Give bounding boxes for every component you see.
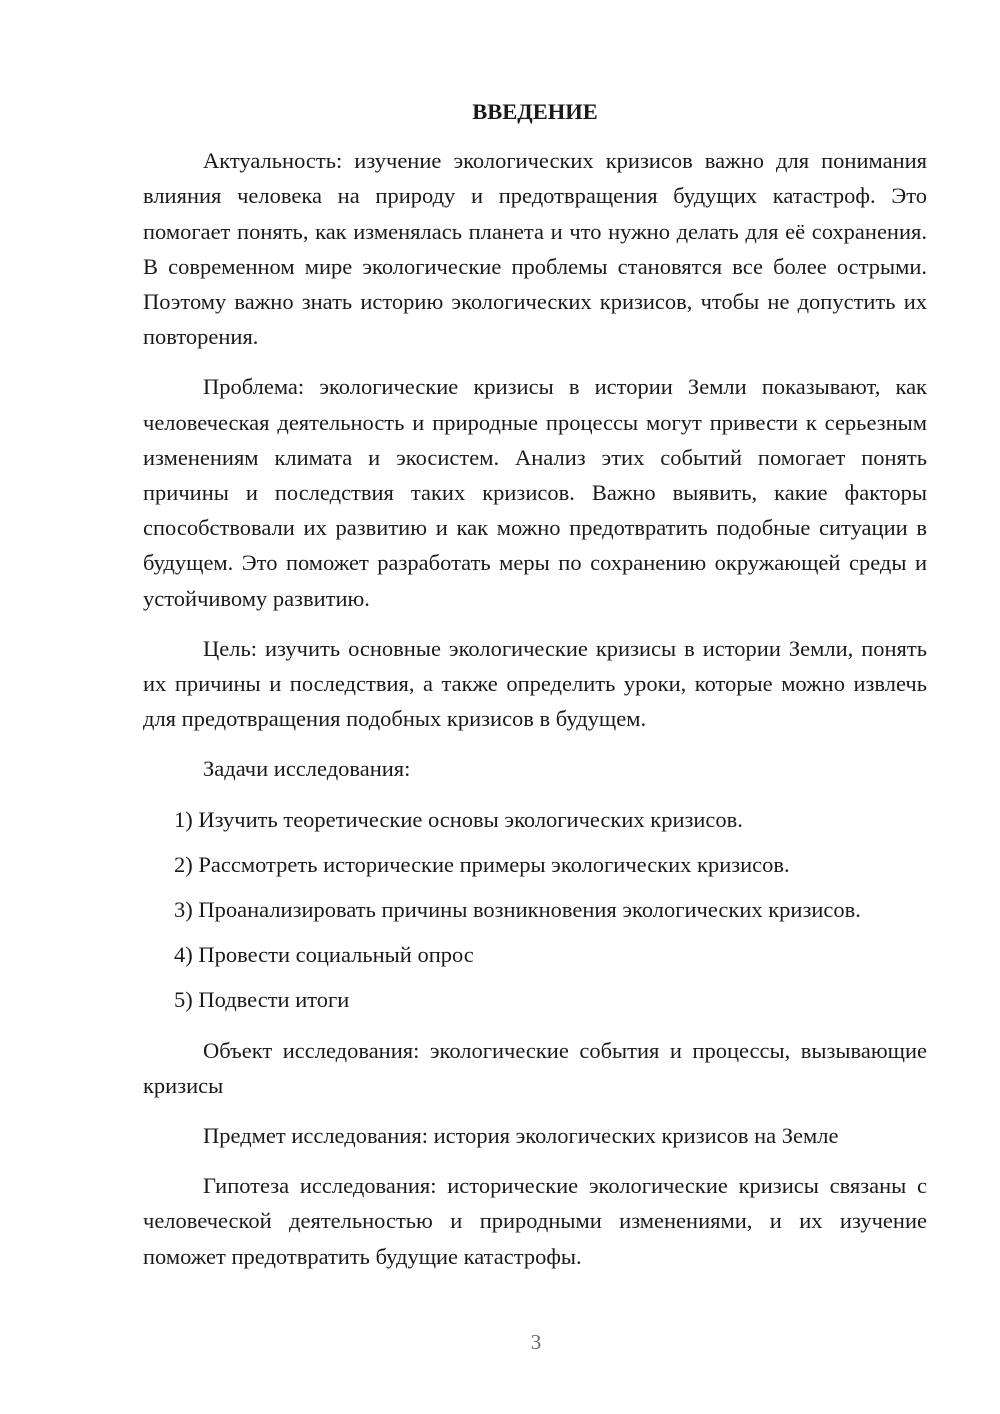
relevance-paragraph: Актуальность: изучение экологических кризисов важно для понимания влияния человека на природу и предотвращения будущих катастроф. Это помогает понять, как изменялась планета и что нужно делать для её сохранения. В современном мире экологические проблемы становятся все более острыми. Поэтому важно знать историю экологических кризисов, чтобы не допустить их повторения. bbox=[143, 148, 927, 350]
task-item: 1) Изучить теоретические основы экологических кризисов. bbox=[174, 806, 743, 832]
task-item: 4) Провести социальный опрос bbox=[174, 942, 474, 968]
task-item: 3) Проанализировать причины возникновения экологических кризисов. bbox=[174, 897, 861, 923]
problem-paragraph: Проблема: экологические кризисы в истории Земли показывают, как человеческая деятельность и природные процессы могут привести к серьезным изменениям климата и экосистем. Анализ этих событий помогает понять причины и последствия таких кризисов. Важно выявить, какие факторы способствовали их развитию и как можно предотвратить подобные ситуации в будущем. Это поможет разработать меры по сохранению окружающей среды и устойчивому развитию. bbox=[143, 374, 927, 611]
document-page bbox=[143, 94, 927, 1289]
page-number: 3 bbox=[530, 1330, 542, 1354]
task-item: 5) Подвести итоги bbox=[174, 987, 350, 1013]
object-paragraph: Объект исследования: экологические события и процессы, вызывающие кризисы bbox=[143, 1037, 927, 1098]
tasks-heading: Задачи исследования: bbox=[203, 756, 411, 782]
page-title: ВВЕДЕНИЕ bbox=[472, 99, 598, 124]
goal-paragraph: Цель: изучить основные экологические кризисы в истории Земли, понять их причины и последствия, а также определить уроки, которые можно извлечь для предотвращения подобных кризисов в будущем. bbox=[143, 635, 927, 732]
hypothesis-paragraph: Гипотеза исследования: исторические экологические кризисы связаны с человеческой деятельностью и природными изменениями, и их изучение поможет предотвратить будущие катастрофы. bbox=[143, 1173, 927, 1269]
task-item: 2) Рассмотреть исторические примеры экологических кризисов. bbox=[174, 851, 790, 877]
subject-paragraph: Предмет исследования: история экологических кризисов на Земле bbox=[203, 1123, 839, 1149]
